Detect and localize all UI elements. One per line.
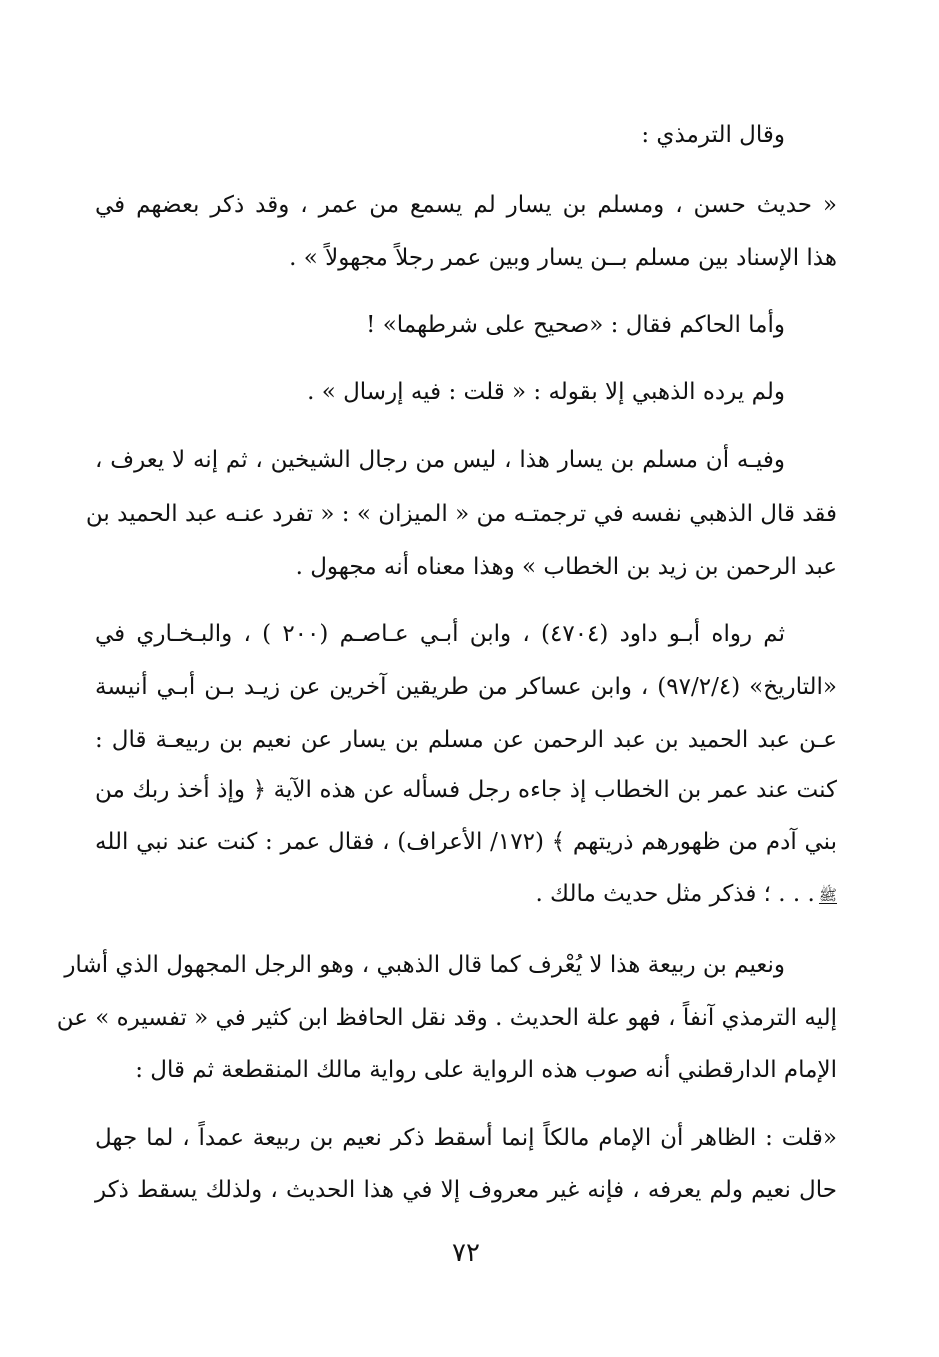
body-text-line: إليه الترمذي آنفاً ، فهو علة الحديث . وقد نقل الحافظ ابن كثير في « تفسيره » عن	[56, 1005, 837, 1031]
salawat-glyph: ﷺ	[818, 885, 837, 904]
body-text-line: بني آدم من ظهورهم ذريتهم ﴾ (١٧٢/ الأعراف) ، فقال عمر : كنت عند نبي الله	[95, 829, 837, 855]
page-number: ٧٢	[452, 1238, 480, 1268]
body-text-line: ونعيم بن ربيعة هذا لا يُعْرف كما قال الذهبي ، وهو الرجل المجهول الذي أشار	[64, 952, 785, 978]
body-text: . . . ؛ فذكر مثل حديث مالك .	[535, 881, 815, 907]
body-text-line: «التاريخ» (٩٧/٢/٤) ، وابن عساكر من طريقين آخرين عن زيـد بـن أبـي أنيسة	[95, 674, 837, 700]
body-text-line: « حديث حسن ، ومسلم بن يسار لم يسمع من عمر ، وقد ذكر بعضهم في	[95, 192, 837, 218]
body-text-line: وأما الحاكم فقال : «صحيح على شرطهما» !	[366, 312, 785, 338]
body-text-line: عـن عبد الحميد بن عبد الرحمن عن مسلم بن يسار عن نعيم بن ربيعـة قال :	[95, 727, 837, 753]
document-page	[56, 0, 837, 1357]
body-text-line: كنت عند عمر بن الخطاب إذ جاءه رجل فسأله عن هذه الآية ﴿ وإذ أخذ ربك من	[95, 777, 837, 803]
body-text-line: وقال الترمذي :	[641, 122, 785, 148]
body-text-line-with-salawat	[95, 874, 837, 914]
body-text-line: فقد قال الذهبي نفسه في ترجمتـه من « الميزان » : « تفرد عنـه عبد الحميد بن	[85, 501, 837, 527]
body-text-line: ثم رواه أبـو داود (٤٧٠٤) ، وابن أبـي عـاصـم (٢٠٠ ) ، والبـخـاري في	[95, 621, 785, 647]
body-text-line: هذا الإسناد بين مسلم بــن يسار وبين عمر رجلاً مجهولاً » .	[289, 245, 837, 271]
body-text-line: حال نعيم ولم يعرفه ، فإنه غير معروف إلا في هذا الحديث ، ولذلك يسقط ذكر	[95, 1177, 837, 1203]
body-text-line: الإمام الدارقطني أنه صوب هذه الرواية على رواية مالك المنقطعة ثم قال :	[135, 1057, 837, 1083]
body-text-line: وفيـه أن مسلم بن يسار هذا ، ليس من رجال الشيخين ، ثم إنه لا يعرف ،	[95, 447, 785, 473]
body-text-line: عبد الرحمن بن زيد بن الخطاب » وهذا معناه أنه مجهول .	[295, 554, 837, 580]
body-text-line: ولم يرده الذهبي إلا بقوله : « قلت : فيه إرسال » .	[307, 379, 785, 405]
body-text-line: «قلت : الظاهر أن الإمام مالكاً إنما أسقط ذكر نعيم بن ربيعة عمداً ، لما جهل	[95, 1125, 837, 1151]
